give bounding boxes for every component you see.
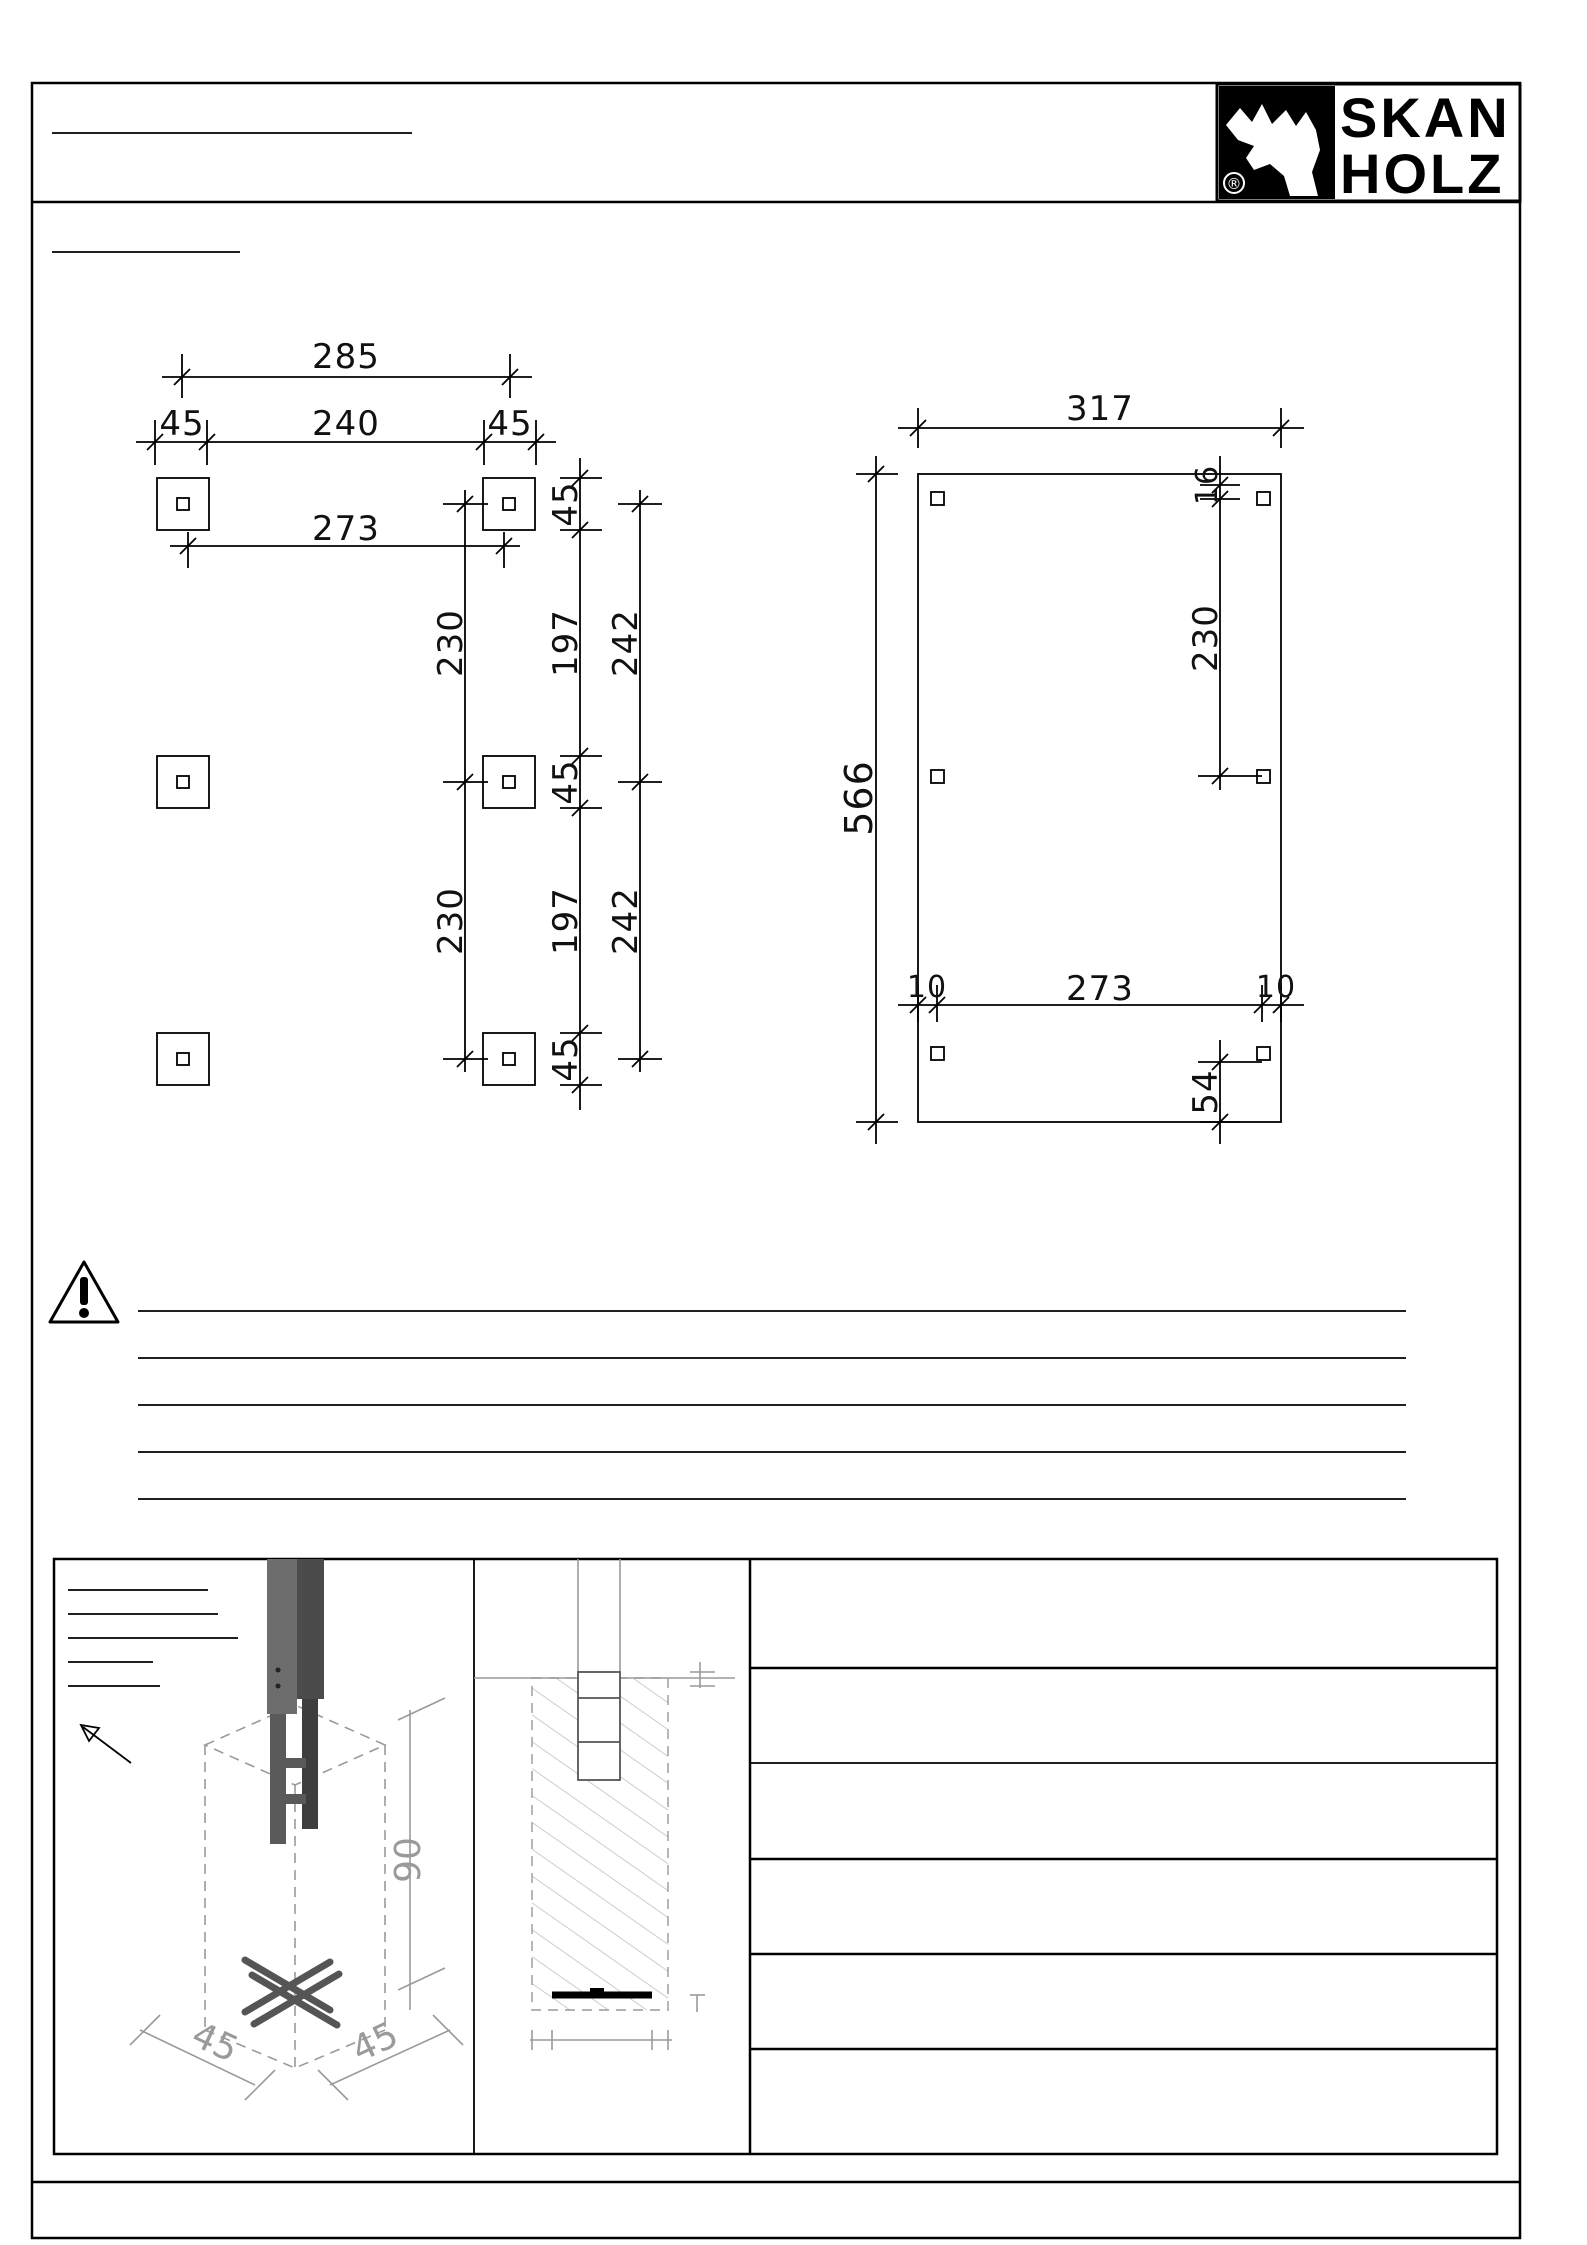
page-frame [32,83,1520,2238]
registered-mark: ® [1226,175,1242,193]
dim-foundation-depth: 90 [388,1837,429,1883]
dim-overhang-left: 10 [906,970,948,1005]
north-arrow-icon [81,1725,131,1763]
dim-post-left: 45 [159,404,205,444]
dim-bottom-post: 45 [546,1036,586,1082]
dim-top-post: 45 [546,481,586,527]
dim-front-offset: 16 [1190,464,1225,506]
post-left-bottom [157,1033,209,1085]
warning-triangle-icon [50,1262,118,1322]
warning-note-lines [138,1311,1406,1499]
dim-inner-span: 240 [312,404,380,444]
dim-center-lower: 230 [431,887,471,955]
post-right-top [483,478,535,530]
skanholz-logo [1217,84,1520,205]
dim-mid-post: 45 [546,759,586,805]
dim-post-right: 45 [487,404,533,444]
dim-roof-depth: 566 [837,760,881,836]
brand-line-1: SKAN [1340,86,1511,149]
dim-clear-upper: 197 [546,609,586,677]
dim-clear-lower: 197 [546,887,586,955]
dim-axis-lower: 242 [606,887,646,955]
post-right-middle [483,756,535,808]
dim-post-spacing: 230 [1186,604,1226,672]
dim-rear-offset: 54 [1186,1069,1226,1115]
roof-plan [837,389,1304,1144]
isometric-foundation-panel [68,1559,463,2100]
brand-line-2: HOLZ [1340,142,1505,205]
post-right-bottom [483,1033,535,1085]
dim-center-upper: 230 [431,609,471,677]
dim-post-centers: 273 [312,509,380,549]
dim-roof-width: 317 [1066,389,1134,429]
roof-outline [918,474,1281,1122]
dim-foundation-width-a: 45 [185,2014,245,2071]
dim-roof-post-centers: 273 [1066,969,1134,1009]
dim-overhang-right: 10 [1255,970,1297,1005]
post-left-middle [157,756,209,808]
foundation-section-panel [474,1559,735,2050]
foundation-plan [136,337,662,1110]
dim-overall-width: 285 [312,337,380,377]
dim-foundation-width-b: 45 [345,2014,405,2071]
post-left-top [157,478,209,530]
dim-axis-upper: 242 [606,609,646,677]
